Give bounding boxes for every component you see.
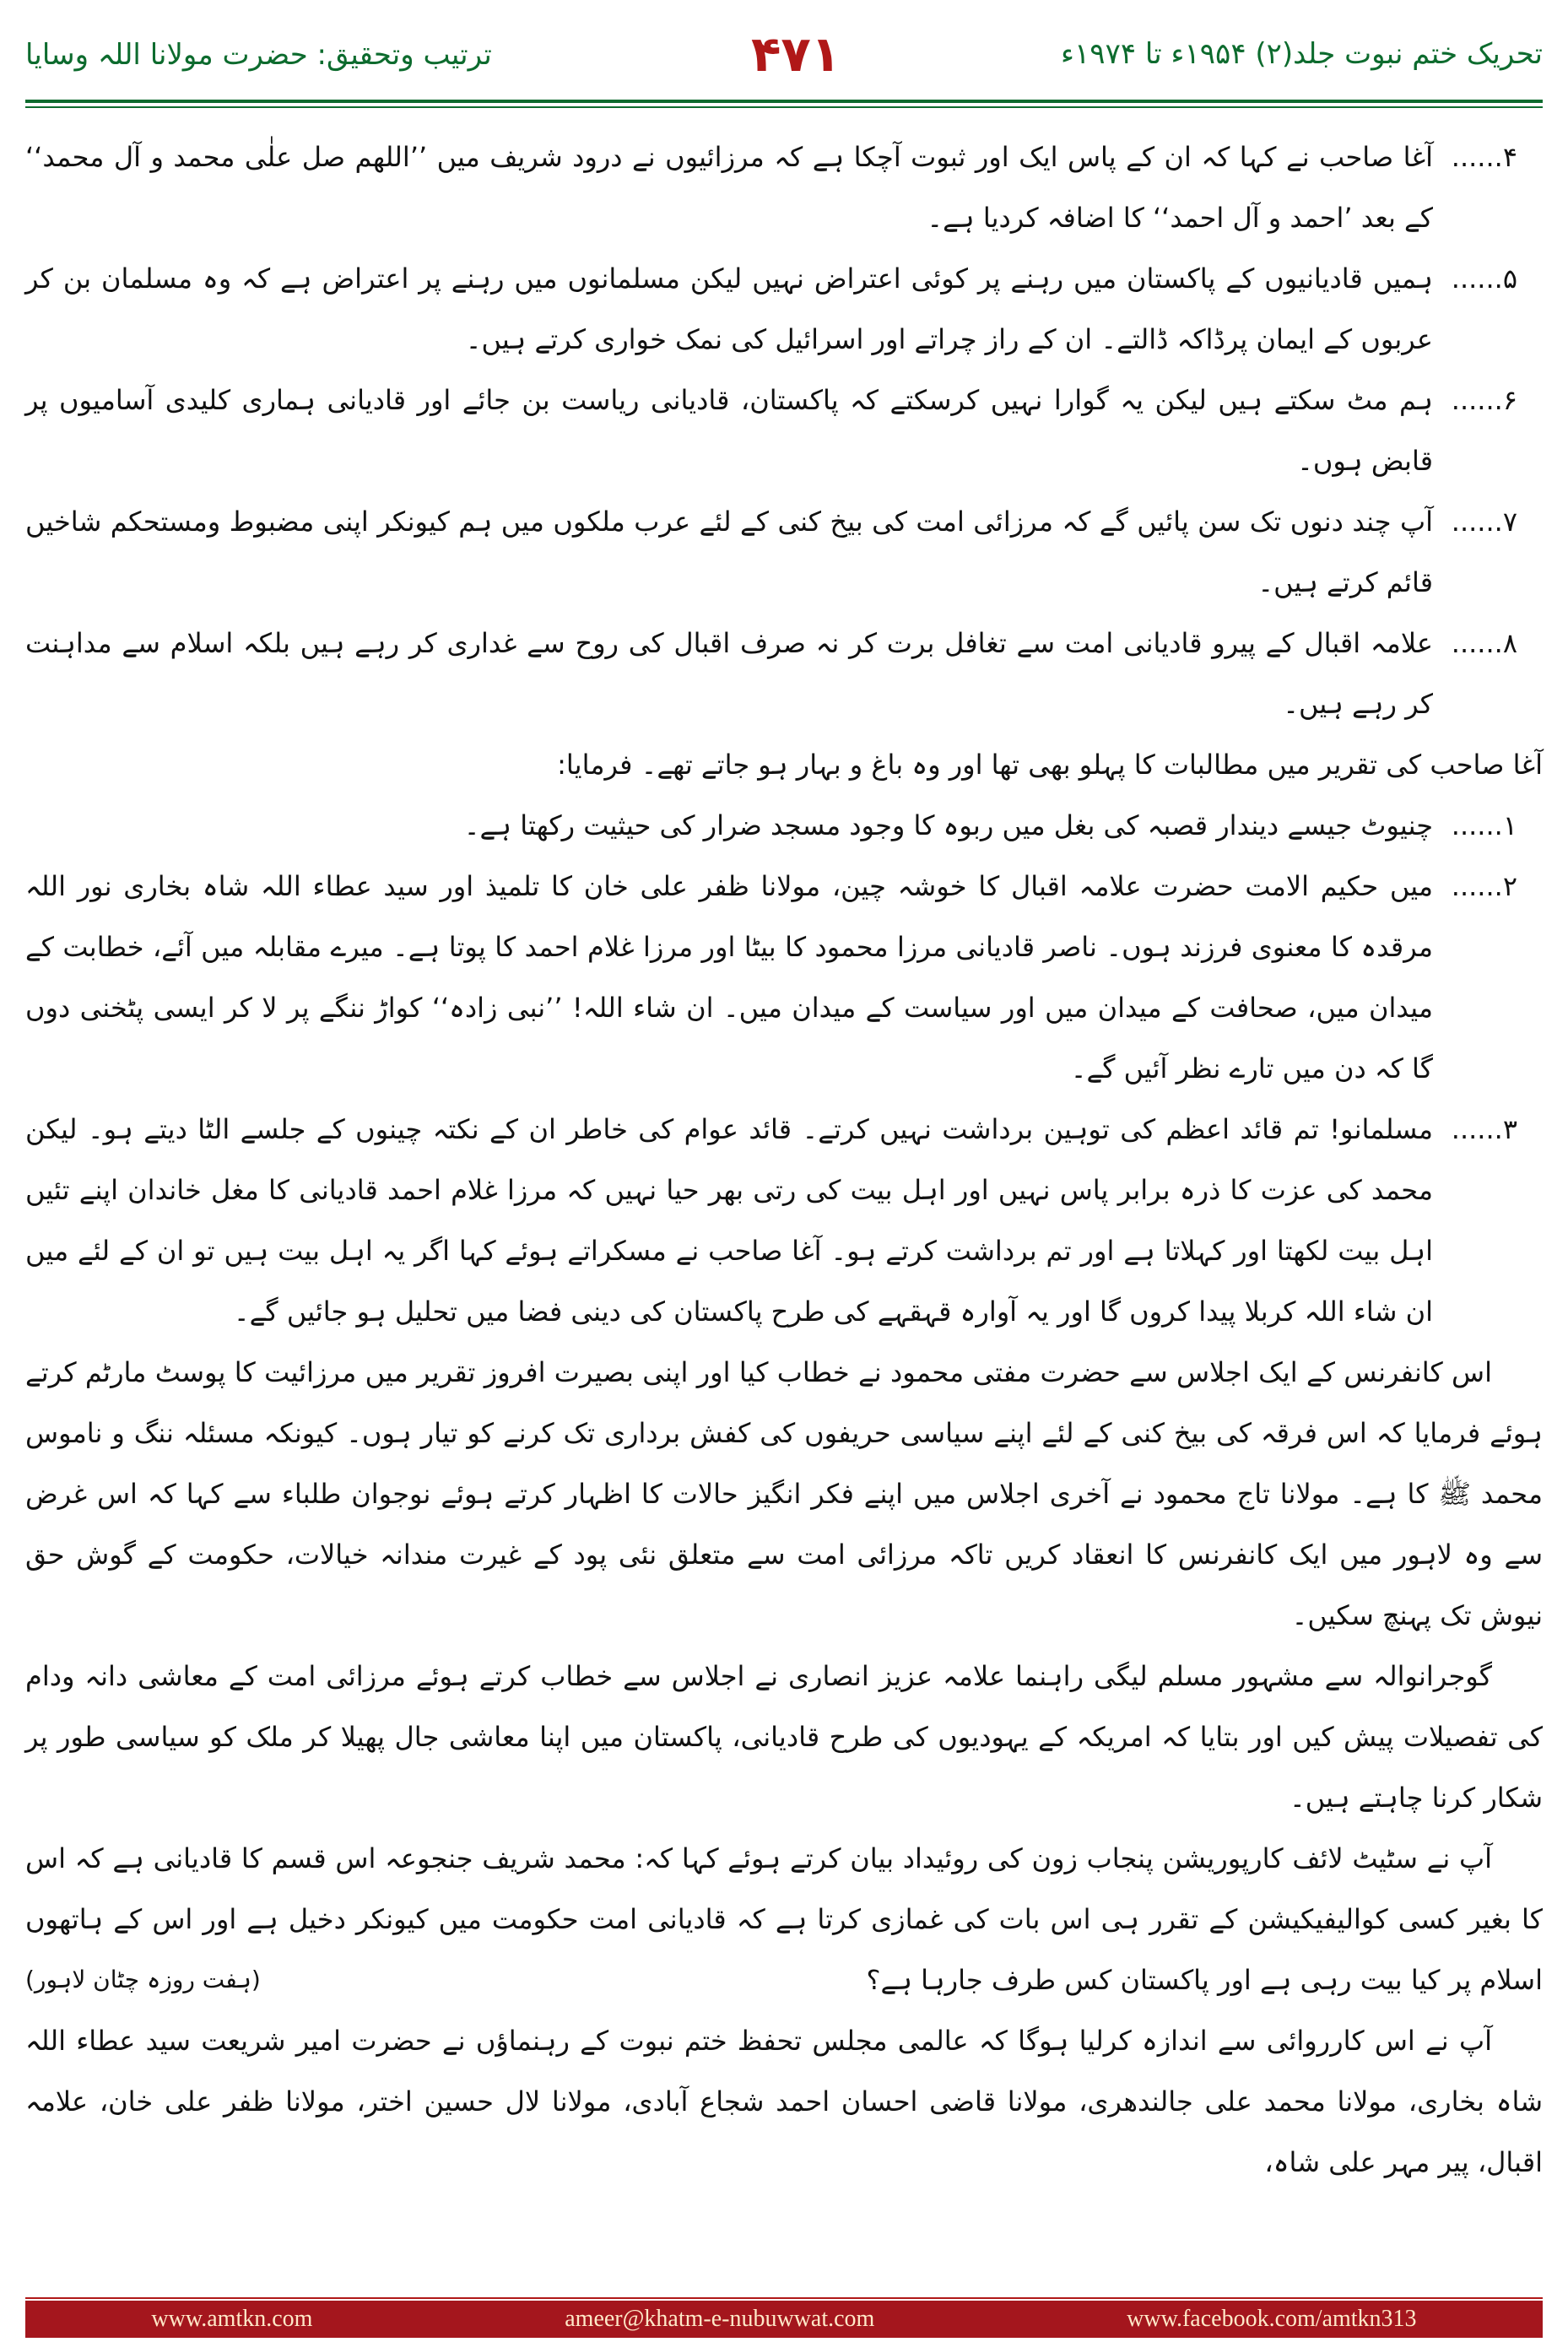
item-number: ۸......: [1451, 627, 1517, 659]
paragraph-text: آپ نے سٹیٹ لائف کارپوریشن پنجاب زون کی روئیداد بیان کرتے ہوئے کہا کہ: محمد شریف جنجوعہ اس قسم کا قادیانی ہے کہ اس کا بغیر کسی کوالیفیکیشن کے تقرر ہی اس بات کی غمازی کرتا ہے کہ قادیانی امت حکومت میں کیونکر دخیل ہے اور اس کے ہاتھوں اسلام پر کیا بیت رہی ہے اور پاکستان کس طرف جارہا ہے؟: [25, 1842, 1543, 1996]
item-text: میں حکیم الامت حضرت علامہ اقبال کا خوشہ چین، مولانا ظفر علی خان کا تلمیذ اور سید عطاء اللہ شاہ بخاری نور اللہ مرقدہ کا معنوی فرزند ہوں۔ ناصر قادیانی مرزا محمود کا بیٹا اور مرزا غلام احمد کا پوتا ہے۔ میرے مقابلہ میں آئے، خطابت کے میدان میں، صحافت کے میدان میں اور سیاست کے میدان میں۔ ان شاء اللہ! ’’نبی زادہ‘‘ کواڑ ننگے پر لا کر ایسی پٹخنی دوں گا کہ دن میں تارے نظر آئیں گے۔: [25, 870, 1433, 1084]
footer-facebook-link[interactable]: www.facebook.com/amtkn313: [1127, 2306, 1417, 2332]
numbered-item: [25, 856, 1543, 1099]
numbered-item: [25, 248, 1543, 370]
numbered-item: [25, 370, 1543, 491]
page-header: [25, 25, 1543, 95]
item-number: ۶......: [1451, 384, 1517, 416]
item-text: ہم مٹ سکتے ہیں لیکن یہ گوارا نہیں کرسکتے کہ پاکستان، قادیانی ریاست بن جائے اور قادیانی ہماری کلیدی آسامیوں پر قابض ہوں۔: [25, 384, 1434, 477]
item-text: آغا صاحب نے کہا کہ ان کے پاس ایک اور ثبوت آچکا ہے کہ مرزائیوں نے درود شریف میں ’’اللھم صل علٰی محمد و آل محمد‘‘ کے بعد ’احمد و آل احمد‘‘ کا اضافہ کردیا ہے۔: [25, 141, 1433, 234]
body-paragraph: گوجرانوالہ سے مشہور مسلم لیگی راہنما علامہ عزیز انصاری نے اجلاس سے خطاب کرتے ہوئے مرزائی امت کے معاشی دانہ ودام کی تفصیلات پیش کیں اور بتایا کہ امریکہ کے یہودیوں کی طرح قادیانی، پاکستان میں اپنا معاشی جال پھیلا کر ملک کو سیاسی طور پر شکار کرنا چاہتے ہیں۔: [25, 1660, 1543, 1814]
item-number: ۴......: [1451, 141, 1517, 173]
numbered-item: [25, 613, 1543, 734]
page-body: [25, 127, 1543, 2287]
numbered-item: [25, 491, 1543, 613]
item-text: ہمیں قادیانیوں کے پاکستان میں رہنے پر کوئی اعتراض نہیں لیکن مسلمانوں میں رہنے پر اعتراض ہے کہ وہ مسلمان بن کر عربوں کے ایمان پرڈاکہ ڈالتے۔ ان کے راز چراتے اور اسرائیل کی نمک خواری کرتے ہیں۔: [25, 262, 1433, 355]
body-paragraph: اس کانفرنس کے ایک اجلاس سے حضرت مفتی محمود نے خطاب کیا اور اپنی بصیرت افروز تقریر میں مرزائیت کا پوسٹ مارٹم کرتے ہوئے فرمایا کہ اس فرقہ کی بیخ کنی کے لئے اپنے سیاسی حریفوں کی کفش برداری تک کرنے کو تیار ہوں۔ کیونکہ مسئلہ ننگ و ناموس محمد ﷺ کا ہے۔ مولانا تاج محمود نے آخری اجلاس میں اپنے فکر انگیز حالات کا اظہار کرتے ہوئے نوجوان طلباء سے کہا کہ اس غرض سے وہ لاہور میں ایک کانفرنس کا انعقاد کریں تاکہ مرزائی امت سے متعلق نئی پود کے غیرت مندانہ خیالات، حکومت کے گوش حق نیوش تک پہنچ سکیں۔: [25, 1356, 1544, 1631]
body-paragraph: [25, 1828, 1543, 2010]
header-editor-credit: ترتیب وتحقیق: حضرت مولانا اللہ وسایا: [25, 38, 492, 72]
header-divider: [25, 100, 1543, 103]
item-text: آپ چند دنوں تک سن پائیں گے کہ مرزائی امت کی بیخ کنی کے لئے عرب ملکوں میں ہم کیونکر اپنی مضبوط ومستحکم شاخیں قائم کرتے ہیں۔: [25, 506, 1433, 598]
item-number: ۱......: [1451, 809, 1517, 841]
numbered-item: [25, 127, 1543, 248]
item-number: ۵......: [1451, 262, 1517, 295]
intro-line: آغا صاحب کی تقریر میں مطالبات کا پہلو بھی تھا اور وہ باغ و بہار ہو جاتے تھے۔ فرمایا:: [557, 749, 1543, 781]
footer-divider: [25, 2297, 1543, 2299]
item-text: مسلمانو! تم قائد اعظم کی توہین برداشت نہیں کرتے۔ قائد عوام کی خاطر ان کے نکتہ چینوں کے جلسے الٹا دیتے ہو۔ لیکن محمد کی عزت کا ذرہ برابر پاس نہیں اور اہل بیت کی رتی بھر حیا نہیں کہ مرزا غلام احمد قادیانی کا مغل خاندان اپنے تئیں اہل بیت لکھتا اور کہلاتا ہے اور تم برداشت کرتے ہو۔ آغا صاحب نے مسکراتے ہوئے کہا اگر یہ اہل بیت ہیں تو ان کے لئے میں ان شاء اللہ کربلا پیدا کروں گا اور یہ آوارہ قہقہے کی طرح پاکستان کی دینی فضا میں تحلیل ہو جائیں گے۔: [25, 1113, 1434, 1328]
page-number: ۴۷۱: [751, 25, 841, 83]
source-citation: (ہفت روزہ چٹان لاہور): [25, 1966, 261, 1993]
closing-paragraph: آپ نے اس کارروائی سے اندازہ کرلیا ہوگا کہ عالمی مجلس تحفظ ختم نبوت کے رہنماؤں نے حضرت امیر شریعت سید عطاء اللہ شاہ بخاری، مولانا محمد علی جالندھری، مولانا قاضی احسان احمد شجاع آبادی، مولانا لال حسین اختر، مولانا ظفر علی خان، علامہ اقبال، پیر مہر علی شاہ،: [25, 2025, 1543, 2178]
item-number: ۲......: [1451, 870, 1517, 902]
header-divider-thin: [25, 106, 1543, 108]
footer-email-link[interactable]: ameer@khatm-e-nubuwwat.com: [565, 2306, 875, 2332]
footer-website-link[interactable]: www.amtkn.com: [151, 2306, 313, 2332]
item-text: علامہ اقبال کے پیرو قادیانی امت سے تغافل برت کر نہ صرف اقبال کی روح سے غداری کر رہے ہیں بلکہ اسلام سے مداہنت کر رہے ہیں۔: [25, 627, 1433, 720]
item-text: چنیوٹ جیسے دیندار قصبہ کی بغل میں ربوہ کا وجود مسجد ضرار کی حیثیت رکھتا ہے۔: [463, 809, 1433, 841]
header-book-title: تحریک ختم نبوت جلد(۲) ۱۹۵۴ء تا ۱۹۷۴ء: [1061, 37, 1543, 71]
numbered-item: [25, 795, 1543, 856]
item-number: ۷......: [1451, 506, 1517, 538]
numbered-item: [25, 1099, 1543, 1342]
item-number: ۳......: [1451, 1113, 1517, 1145]
page-footer: [25, 2301, 1543, 2338]
